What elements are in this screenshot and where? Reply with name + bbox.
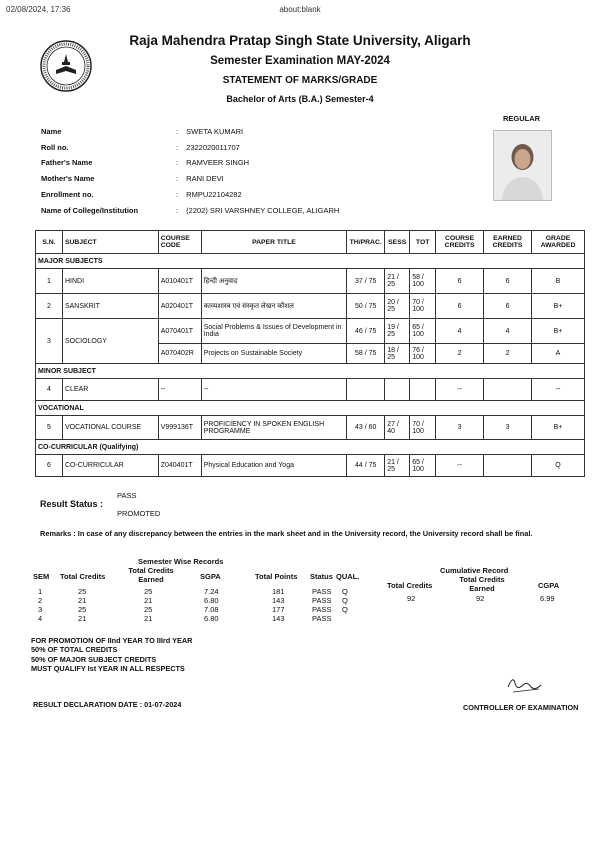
sem-no: 1: [38, 587, 43, 596]
cell-th: 46 / 75: [347, 319, 385, 344]
sem-status: PASS: [312, 596, 332, 605]
cell-sn: 5: [36, 416, 63, 440]
cell-ec: [484, 379, 532, 401]
cell-paper: --: [201, 379, 347, 401]
cumulative-title: Cumulative Record: [440, 566, 509, 575]
mother-value: [176, 174, 224, 183]
total-points-header: Total Points: [255, 572, 298, 581]
qual-header: QUAL.: [336, 572, 360, 581]
cell-sn: 6: [36, 455, 63, 477]
cell-paper: काव्यशास्त्र एवं संस्कृत लेखन कौशल: [201, 294, 347, 319]
table-row: [36, 379, 585, 401]
student-silhouette-icon: [494, 131, 551, 200]
sgpa-header: SGPA: [200, 572, 221, 581]
cell-grade: B: [531, 269, 584, 294]
promotion-line: 50% OF MAJOR SUBJECT CREDITS: [31, 654, 157, 664]
sem-status: PASS: [312, 605, 332, 614]
student-name: SWETA KUMARI: [186, 127, 244, 136]
programme-title: Bachelor of Arts (B.A.) Semester-4: [226, 94, 374, 104]
cell-tot: 70 / 100: [410, 416, 436, 440]
sem-total-credits: 21: [78, 596, 87, 605]
cell-cc: --: [436, 379, 484, 401]
cell-ec: 6: [484, 269, 532, 294]
cell-grade: A: [531, 344, 584, 364]
section-major: MAJOR SUBJECTS: [36, 254, 585, 269]
name-label: Name: [41, 127, 62, 136]
college-value: [176, 206, 339, 215]
colon: :: [176, 127, 181, 136]
promotion-line: 50% OF TOTAL CREDITS: [31, 645, 118, 655]
cell-th: 50 / 75: [347, 294, 385, 319]
section-cocurricular: CO-CURRICULAR (Qualifying): [36, 440, 585, 455]
table-row: [36, 455, 585, 477]
col-header: COURSE CREDITS: [436, 231, 484, 254]
col-header: TOT: [410, 231, 436, 254]
cell-subject: HINDI: [62, 269, 158, 294]
sem-qual: Q: [342, 605, 348, 614]
section-row: [36, 440, 585, 455]
cell-tot: 65 / 100: [410, 319, 436, 344]
col-header: SUBJECT: [62, 231, 158, 254]
table-row: [36, 416, 585, 440]
total-credits-header: Total Credits: [60, 572, 106, 581]
col-header: EARNED CREDITS: [484, 231, 532, 254]
cell-th: 43 / 60: [347, 416, 385, 440]
cell-tot: [410, 379, 436, 401]
table-row: [36, 319, 585, 344]
cell-th: 37 / 75: [347, 269, 385, 294]
sem-sgpa: 6.80: [204, 614, 219, 623]
cell-code: A070402R: [158, 344, 201, 364]
statement-title: STATEMENT OF MARKS/GRADE: [222, 75, 378, 86]
cell-cc: 4: [436, 319, 484, 344]
cell-code: Z040401T: [158, 455, 201, 477]
cell-paper: PROFICIENCY IN SPOKEN ENGLISH PROGRAMME: [201, 416, 347, 440]
sem-earned: 25: [144, 605, 153, 614]
cell-th: 58 / 75: [347, 344, 385, 364]
enrollment-number: RMPU22104282: [186, 190, 242, 199]
cell-ec: 4: [484, 319, 532, 344]
cell-sess: 20 / 25: [385, 294, 410, 319]
colon: :: [176, 158, 181, 167]
print-page-title: about:blank: [279, 5, 321, 14]
cell-sess: [385, 379, 410, 401]
cell-grade: --: [531, 379, 584, 401]
section-minor: MINOR SUBJECT: [36, 364, 585, 379]
result-status-label: Result Status :: [40, 499, 104, 509]
cum-total-credits-label: Total Credits: [387, 581, 433, 590]
cell-grade: B+: [531, 416, 584, 440]
sem-no: 3: [38, 605, 43, 614]
result-promoted: PROMOTED: [117, 509, 161, 518]
earned-credits-header: Total Credits Earned: [128, 566, 174, 584]
sem-qual: Q: [342, 596, 348, 605]
enrollment-label: Enrollment no.: [41, 190, 94, 199]
col-header: S.N.: [36, 231, 63, 254]
controller-signature: [505, 673, 545, 695]
col-header: TH/PRAC.: [347, 231, 385, 254]
cell-cc: --: [436, 455, 484, 477]
sem-qual: Q: [342, 587, 348, 596]
semester-records-title: Semester Wise Records: [138, 557, 224, 566]
cell-sess: 27 / 40: [385, 416, 410, 440]
cell-sess: 19 / 25: [385, 319, 410, 344]
mother-label: Mother's Name: [41, 174, 95, 183]
sem-points: 143: [272, 596, 285, 605]
print-datetime: 02/08/2024, 17:36: [6, 5, 71, 14]
father-label: Father's Name: [41, 158, 93, 167]
sem-earned: 21: [144, 614, 153, 623]
cell-sess: 21 / 25: [385, 455, 410, 477]
table-row: [36, 269, 585, 294]
declaration-date: RESULT DECLARATION DATE : 01-07-2024: [33, 700, 182, 709]
regular-status: REGULAR: [503, 114, 541, 123]
enrollment-value: [176, 190, 242, 199]
cell-code: A070401T: [158, 319, 201, 344]
section-row: [36, 254, 585, 269]
promotion-line: FOR PROMOTION OF IInd YEAR TO IIIrd YEAR: [31, 636, 193, 645]
cum-earned-label: Total Credits Earned: [459, 575, 505, 593]
cell-sn: 2: [36, 294, 63, 319]
cell-grade: Q: [531, 455, 584, 477]
father-value: [176, 158, 249, 167]
col-header: GRADE AWARDED: [531, 231, 584, 254]
cgpa-value: 6.99: [540, 594, 555, 603]
sem-earned: 21: [144, 596, 153, 605]
cell-paper: Projects on Sustainable Society: [201, 344, 347, 364]
section-row: [36, 401, 585, 416]
sem-earned: 25: [144, 587, 153, 596]
status-header: Status: [310, 572, 333, 581]
cell-ec: 3: [484, 416, 532, 440]
cell-ec: 2: [484, 344, 532, 364]
cell-sess: 21 / 25: [385, 269, 410, 294]
cell-code: A010401T: [158, 269, 201, 294]
roll-label: Roll no.: [41, 143, 69, 152]
cell-sn: 1: [36, 269, 63, 294]
cell-subject: CO-CURRICULAR: [62, 455, 158, 477]
colon: :: [176, 190, 181, 199]
section-row: [36, 364, 585, 379]
cell-cc: 3: [436, 416, 484, 440]
cell-code: A020401T: [158, 294, 201, 319]
colon: :: [176, 174, 181, 183]
sem-sgpa: 7.08: [204, 605, 219, 614]
exam-title: Semester Examination MAY-2024: [210, 55, 390, 67]
cell-tot: 70 / 100: [410, 294, 436, 319]
sem-header: SEM: [33, 572, 50, 581]
cell-code: V999136T: [158, 416, 201, 440]
colon: :: [176, 143, 181, 152]
cell-paper: हिन्दी अनुवाद: [201, 269, 347, 294]
cell-ec: 6: [484, 294, 532, 319]
controller-label: CONTROLLER OF EXAMINATION: [463, 703, 579, 712]
roll-number: 2322020011707: [186, 143, 240, 152]
cell-cc: 2: [436, 344, 484, 364]
sem-no: 2: [38, 596, 43, 605]
sem-sgpa: 6.80: [204, 596, 219, 605]
sem-total-credits: 25: [78, 605, 87, 614]
cell-subject: CLEAR: [62, 379, 158, 401]
cgpa-label: CGPA: [538, 581, 560, 590]
cell-paper: Social Problems & Issues of Development in India: [201, 319, 347, 344]
roll-value: [176, 143, 240, 152]
mother-name: RANI DEVI: [186, 174, 224, 183]
student-photo: [493, 130, 552, 201]
cell-grade: B+: [531, 319, 584, 344]
col-header: COURSE CODE: [158, 231, 201, 254]
promotion-rules: [31, 636, 192, 673]
cell-cc: 6: [436, 269, 484, 294]
cell-subject: SOCIOLOGY: [62, 319, 158, 364]
section-vocational: VOCATIONAL: [36, 401, 585, 416]
cell-sess: 18 / 25: [385, 344, 410, 364]
cell-ec: [484, 455, 532, 477]
cell-code: --: [158, 379, 201, 401]
university-name: Raja Mahendra Pratap Singh State University, Aligarh: [129, 33, 471, 48]
col-header: SESS: [385, 231, 410, 254]
promotion-line: MUST QUALIFY Ist YEAR IN ALL RESPECTS: [31, 663, 185, 673]
name-value: [176, 127, 243, 136]
table-row: [36, 294, 585, 319]
cell-paper: Physical Education and Yoga: [201, 455, 347, 477]
sem-points: 177: [272, 605, 285, 614]
cell-subject: SANSKRIT: [62, 294, 158, 319]
cell-tot: 65 / 100: [410, 455, 436, 477]
cell-sn: 4: [36, 379, 63, 401]
sem-total-credits: 25: [78, 587, 87, 596]
cell-th: [347, 379, 385, 401]
sem-points: 181: [272, 587, 285, 596]
cum-earned: 92: [476, 594, 485, 603]
sem-status: PASS: [312, 614, 332, 623]
colon: :: [176, 206, 181, 215]
cell-tot: 76 / 100: [410, 344, 436, 364]
remarks-text: Remarks : In case of any discrepancy between the entries in the mark sheet and in the University record, the University record shall be final.: [40, 529, 533, 538]
cell-tot: 58 / 100: [410, 269, 436, 294]
sem-no: 4: [38, 614, 43, 623]
sem-total-credits: 21: [78, 614, 87, 623]
col-header: PAPER TITLE: [201, 231, 347, 254]
result-pass: PASS: [117, 491, 137, 500]
college-name: (2202) SRI VARSHNEY COLLEGE, ALIGARH: [186, 206, 340, 215]
table-header-row: [36, 231, 585, 254]
cell-grade: B+: [531, 294, 584, 319]
father-name: RAMVEER SINGH: [186, 158, 250, 167]
cell-sn: 3: [36, 319, 63, 364]
sem-points: 143: [272, 614, 285, 623]
sem-status: PASS: [312, 587, 332, 596]
college-label: Name of College/Institution: [41, 206, 139, 215]
cell-th: 44 / 75: [347, 455, 385, 477]
cell-cc: 6: [436, 294, 484, 319]
cell-subject: VOCATIONAL COURSE: [62, 416, 158, 440]
cum-total-credits: 92: [407, 594, 416, 603]
sem-sgpa: 7.24: [204, 587, 219, 596]
marks-table: [35, 230, 585, 477]
